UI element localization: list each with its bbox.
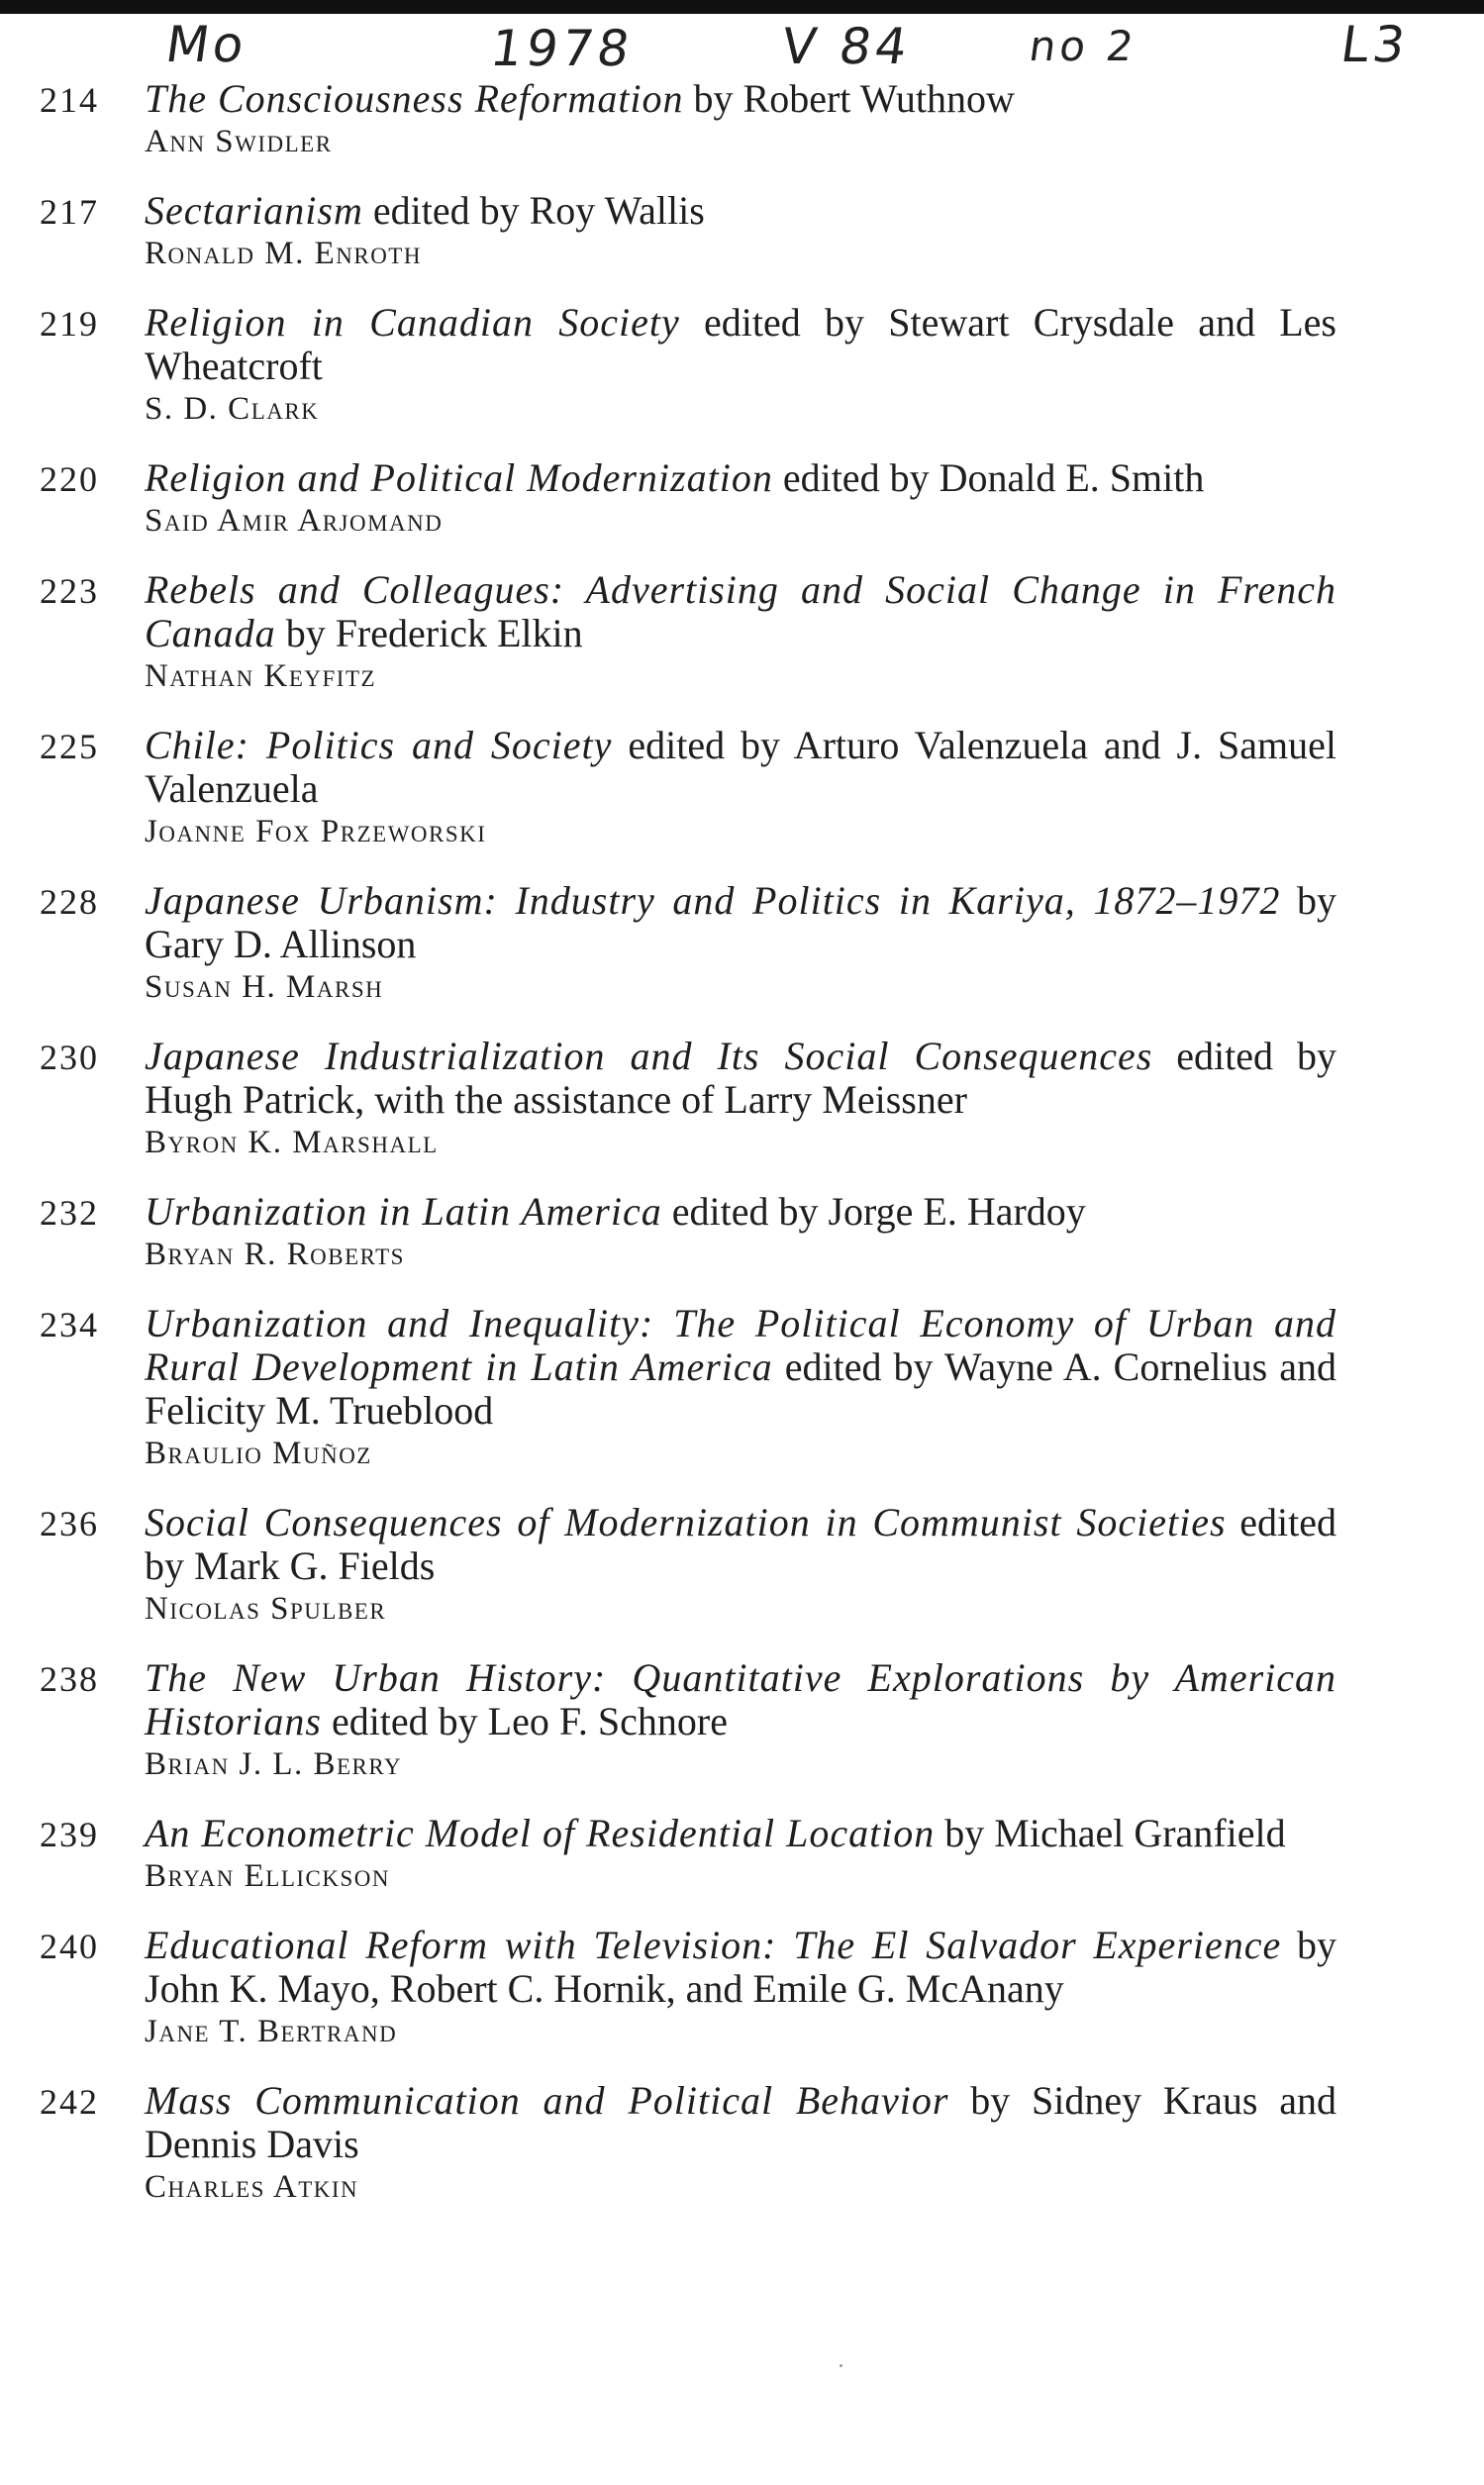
book-title: An Econometric Model of Residential Location (145, 1811, 936, 1855)
review-entry (0, 1812, 1484, 1897)
review-entry (0, 77, 1484, 162)
handwritten-year: 1978 (486, 20, 638, 77)
review-entry (0, 301, 1484, 430)
entry-citation (145, 1190, 1336, 1234)
entry-page-number: 232 (40, 1193, 99, 1233)
reviewer-name: Brian J. L. Berry (145, 1746, 403, 1782)
book-title: Mass Communication and Political Behavior (145, 2078, 949, 2123)
book-credits: edited by Wayne A. Cornelius and Felicity M. Trueblood (145, 1344, 1337, 1433)
book-credits: by Sidney Kraus and Dennis Davis (145, 2078, 1336, 2166)
reviewer-name: Bryan Ellickson (145, 1858, 390, 1894)
book-credits: by Robert Wuthnow (683, 76, 1015, 121)
book-credits: by Gary D. Allinson (145, 878, 1337, 966)
entry-page-number: 223 (40, 571, 99, 611)
reviewer-name: Ann Swidler (145, 124, 333, 159)
entry-citation (145, 1035, 1336, 1122)
entry-citation (145, 77, 1336, 121)
book-title: Religion in Canadian Society (145, 300, 680, 345)
review-entry (0, 456, 1484, 542)
review-entry (0, 1035, 1484, 1163)
entry-citation (145, 1302, 1336, 1433)
reviewer-name: Braulio Muñoz (145, 1436, 372, 1471)
scan-speck (840, 2364, 842, 2367)
review-entry (0, 1501, 1484, 1630)
reviewer-name: Ronald M. Enroth (145, 236, 422, 271)
reviewer-name: Susan H. Marsh (145, 969, 384, 1005)
review-entry (0, 1924, 1484, 2052)
entry-page-number: 230 (40, 1038, 99, 1077)
top-border (0, 0, 1484, 14)
entry-citation (145, 724, 1336, 811)
book-credits: edited by Stewart Crysdale and Les Wheatcroft (145, 300, 1337, 388)
entry-citation (145, 1924, 1336, 2011)
book-title: Japanese Industrialization and Its Social Consequences (145, 1034, 1153, 1078)
book-title: Chile: Politics and Society (145, 723, 613, 767)
book-review-list (0, 77, 1484, 2235)
reviewer-name: S. D. Clark (145, 391, 320, 427)
review-entry (0, 2079, 1484, 2208)
reviewer-name: Bryan R. Roberts (145, 1237, 405, 1272)
book-title: Sectarianism (145, 188, 363, 233)
reviewer-name: Charles Atkin (145, 2169, 359, 2205)
book-credits: by John K. Mayo, Robert C. Hornik, and Emile G. McAnany (145, 1923, 1336, 2011)
review-entry (0, 568, 1484, 697)
review-entry (0, 724, 1484, 852)
entry-citation (145, 456, 1336, 500)
book-title: Japanese Urbanism: Industry and Politics in Kariya, 1872–1972 (145, 878, 1281, 923)
book-credits: by Michael Granfield (935, 1811, 1286, 1855)
review-entry (0, 189, 1484, 274)
entry-page-number: 234 (40, 1305, 99, 1344)
entry-page-number: 239 (40, 1815, 99, 1854)
reviewer-name: Joanne Fox Przeworski (145, 814, 487, 849)
book-credits: edited by Jorge E. Hardoy (661, 1189, 1086, 1234)
entry-page-number: 238 (40, 1659, 99, 1699)
entry-citation (145, 189, 1336, 233)
handwritten-code: L3 (1336, 16, 1413, 73)
book-title: Educational Reform with Television: The El Salvador Experience (145, 1923, 1282, 1967)
entry-citation (145, 568, 1336, 655)
book-credits: edited by Roy Wallis (362, 188, 705, 233)
entry-page-number: 228 (40, 882, 99, 922)
book-title: Social Consequences of Modernization in Communist Societies (145, 1500, 1227, 1544)
entry-page-number: 236 (40, 1504, 99, 1543)
book-credits: edited by Mark G. Fields (145, 1500, 1337, 1588)
reviewer-name: Nathan Keyfitz (145, 658, 377, 694)
entry-page-number: 220 (40, 459, 99, 499)
entry-citation (145, 2079, 1336, 2166)
entry-page-number: 225 (40, 727, 99, 766)
handwritten-number: no 2 (1026, 22, 1140, 70)
book-credits: by Frederick Elkin (275, 611, 583, 655)
book-title: Urbanization and Inequality: The Political Economy of Urban and Rural Development in Latin America (145, 1301, 1336, 1389)
book-credits: edited by Donald E. Smith (772, 455, 1205, 500)
entry-citation (145, 1812, 1336, 1855)
book-title: The New Urban History: Quantitative Explorations by American Historians (145, 1655, 1336, 1743)
entry-page-number: 214 (40, 80, 99, 120)
entry-citation (145, 301, 1336, 388)
book-title: The Consciousness Reformation (145, 76, 684, 121)
entry-page-number: 219 (40, 304, 99, 344)
entry-citation (145, 879, 1336, 966)
reviewer-name: Nicolas Spulber (145, 1591, 387, 1627)
entry-citation (145, 1501, 1336, 1588)
entry-page-number: 240 (40, 1927, 99, 1966)
book-title: Urbanization in Latin America (145, 1189, 662, 1234)
book-credits: edited by Hugh Patrick, with the assistance of Larry Meissner (145, 1034, 1336, 1122)
review-entry (0, 879, 1484, 1008)
book-title: Rebels and Colleagues: Advertising and Social Change in French Canada (145, 567, 1336, 655)
reviewer-name: Byron K. Marshall (145, 1125, 439, 1160)
reviewer-name: Jane T. Bertrand (145, 2014, 398, 2049)
review-entry (0, 1190, 1484, 1275)
book-credits: edited by Leo F. Schnore (321, 1699, 728, 1743)
entry-citation (145, 1656, 1336, 1743)
reviewer-name: Said Amir Arjomand (145, 503, 444, 539)
entry-page-number: 217 (40, 192, 99, 232)
book-credits: edited by Arturo Valenzuela and J. Samuel Valenzuela (145, 723, 1336, 811)
book-title: Religion and Political Modernization (145, 455, 773, 500)
review-entry (0, 1656, 1484, 1785)
handwritten-volume: V 84 (777, 18, 915, 75)
handwritten-mark: Mo (161, 16, 251, 73)
entry-page-number: 242 (40, 2082, 99, 2122)
review-entry (0, 1302, 1484, 1474)
